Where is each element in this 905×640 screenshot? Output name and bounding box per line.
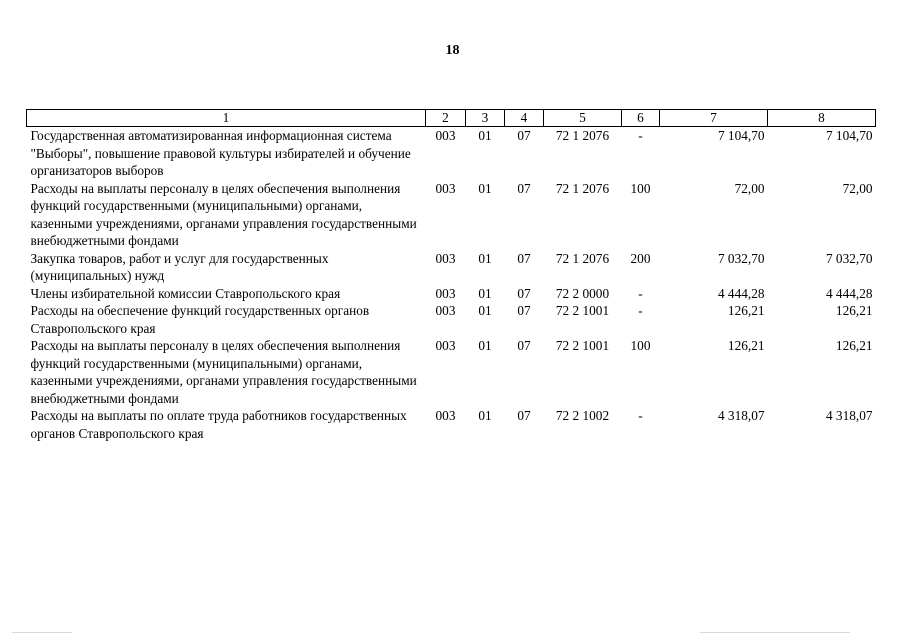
- cell-col-7: 72,00: [734, 180, 765, 196]
- header-col-3: 3: [466, 110, 505, 127]
- cell-col-6: -: [638, 128, 643, 143]
- table-row: [27, 337, 876, 407]
- cell-col-5: 72 2 1002: [555, 408, 610, 423]
- header-col-1: 1: [27, 110, 426, 127]
- cell-col-2: 003: [435, 285, 456, 301]
- table-row: [27, 127, 876, 180]
- cell-col-5: 72 1 2076: [555, 128, 610, 143]
- cell-col-5: 72 1 2076: [555, 250, 610, 266]
- cell-col-4: 07: [517, 250, 531, 266]
- row-name: Расходы на выплаты персоналу в целях обеспечения выполнения функций государственными (муниципальными) органами, казенными учреждениями, органами управления государственными внебюджетными фондами: [30, 338, 417, 406]
- cell-col-4: 07: [517, 128, 531, 143]
- cell-col-3: 01: [478, 128, 492, 143]
- cell-col-2: 003: [435, 128, 456, 143]
- cell-col-8: 126,21: [835, 338, 873, 353]
- cell-col-4: 07: [517, 408, 531, 423]
- row-name: Государственная автоматизированная информационная система "Выборы", повышение правовой культуры избирателей и обучение организаторов выборов: [30, 128, 411, 178]
- cell-col-4: 07: [517, 285, 531, 301]
- cell-col-6: -: [638, 285, 643, 301]
- cell-col-6: -: [638, 303, 643, 318]
- header-col-7: 7: [660, 110, 768, 127]
- cell-col-8: 7 104,70: [825, 128, 873, 143]
- header-col-5: 5: [544, 110, 622, 127]
- cell-col-6: 100: [630, 180, 651, 196]
- cell-col-3: 01: [478, 303, 492, 318]
- cell-col-3: 01: [478, 180, 492, 196]
- row-name: Закупка товаров, работ и услуг для государственных (муниципальных) нужд: [30, 250, 329, 283]
- cell-col-2: 003: [435, 408, 456, 423]
- cell-col-6: -: [638, 408, 643, 423]
- cell-col-7: 7 032,70: [717, 250, 765, 266]
- cell-col-2: 003: [435, 180, 456, 196]
- cell-col-8: 126,21: [835, 303, 873, 318]
- cell-col-7: 7 104,70: [717, 128, 765, 143]
- cell-col-5: 72 2 0000: [555, 285, 610, 301]
- cell-col-4: 07: [517, 303, 531, 318]
- table-row: [27, 180, 876, 250]
- cell-col-7: 126,21: [727, 303, 765, 318]
- cell-col-4: 07: [517, 338, 531, 353]
- table-row: [27, 285, 876, 303]
- row-name: Расходы на выплаты персоналу в целях обеспечения выполнения функций государственными (муниципальными) органами, казенными учреждениями, органами управления государственными внебюджетными фондами: [30, 180, 417, 248]
- cell-col-3: 01: [478, 338, 492, 353]
- cell-col-8: 4 318,07: [825, 408, 873, 423]
- scan-artifact: [700, 632, 850, 633]
- cell-col-7: 4 444,28: [717, 285, 765, 301]
- cell-col-6: 200: [630, 250, 651, 266]
- header-col-4: 4: [505, 110, 544, 127]
- cell-col-8: 7 032,70: [825, 250, 873, 266]
- row-name: Расходы на обеспечение функций государственных органов Ставропольского края: [30, 303, 370, 336]
- header-col-2: 2: [426, 110, 466, 127]
- page-number: 18: [445, 43, 460, 58]
- cell-col-2: 003: [435, 338, 456, 353]
- row-name: Члены избирательной комиссии Ставропольского края: [30, 285, 341, 301]
- budget-table: [26, 109, 876, 442]
- table-row: [27, 250, 876, 285]
- table-row: [27, 407, 876, 442]
- cell-col-3: 01: [478, 408, 492, 423]
- cell-col-3: 01: [478, 285, 492, 301]
- cell-col-4: 07: [517, 180, 531, 196]
- scan-artifact: [12, 632, 72, 633]
- cell-col-2: 003: [435, 303, 456, 318]
- cell-col-2: 003: [435, 250, 456, 266]
- cell-col-5: 72 2 1001: [555, 303, 610, 318]
- cell-col-5: 72 2 1001: [555, 338, 610, 353]
- cell-col-7: 126,21: [727, 338, 765, 353]
- header-col-8: 8: [768, 110, 876, 127]
- row-name: Расходы на выплаты по оплате труда работников государственных органов Ставропольского края: [30, 408, 407, 441]
- cell-col-8: 72,00: [842, 180, 873, 196]
- cell-col-6: 100: [630, 338, 651, 353]
- header-row: [27, 110, 876, 127]
- header-col-6: 6: [622, 110, 660, 127]
- table-row: [27, 302, 876, 337]
- cell-col-8: 4 444,28: [825, 285, 873, 301]
- cell-col-7: 4 318,07: [717, 408, 765, 423]
- cell-col-3: 01: [478, 250, 492, 266]
- cell-col-5: 72 1 2076: [555, 180, 610, 196]
